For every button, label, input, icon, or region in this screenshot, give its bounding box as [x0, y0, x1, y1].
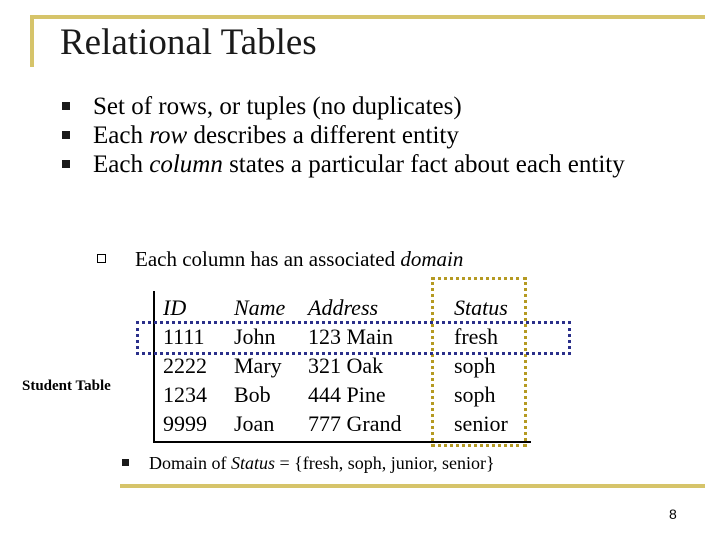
column-header: ID — [163, 294, 187, 320]
bullet-text: Each — [93, 151, 150, 178]
bullet-text: states a particular fact about each entity — [222, 151, 625, 178]
domain-note — [122, 451, 495, 475]
table-cell: soph — [454, 352, 496, 378]
table-cell: soph — [454, 381, 496, 407]
sub-bullet-text: Each column has an associated — [135, 247, 401, 271]
bullet-item — [62, 150, 702, 179]
column-header: Name — [234, 294, 286, 320]
slide-title: Relational Tables — [60, 22, 317, 63]
domain-note-emphasis: Status — [230, 453, 275, 473]
square-bullet-icon — [122, 459, 129, 466]
hollow-square-bullet-icon — [97, 254, 106, 263]
bullet-item — [62, 121, 702, 150]
table-cell: 321 Oak — [308, 352, 384, 378]
table-cell: 2222 — [163, 352, 207, 378]
page-number: 8 — [669, 506, 677, 522]
table-label: Student Table — [22, 378, 111, 394]
table-cell: Bob — [234, 381, 271, 407]
bullet-emphasis: column — [149, 151, 223, 178]
table-cell: 123 Main — [308, 323, 393, 349]
bullet-item — [62, 92, 702, 121]
bullet-text: Each — [93, 122, 150, 149]
domain-note-text: = {fresh, soph, junior, senior} — [275, 453, 495, 473]
sub-bullet-emphasis: domain — [400, 247, 464, 271]
sub-bullet — [97, 246, 463, 272]
square-bullet-icon — [62, 131, 70, 139]
table-cell: 444 Pine — [308, 381, 386, 407]
table-cell: 1234 — [163, 381, 207, 407]
column-header: Status — [454, 294, 508, 320]
table-cell: fresh — [454, 323, 498, 349]
square-bullet-icon — [62, 160, 70, 168]
table-cell: Mary — [234, 352, 282, 378]
table-cell: 1111 — [163, 323, 205, 349]
table-cell: 777 Grand — [308, 410, 402, 436]
bullet-emphasis: row — [149, 122, 188, 149]
bottom-rule — [120, 484, 705, 488]
bullet-list — [62, 92, 702, 179]
bullet-text: describes a different entity — [187, 122, 459, 149]
table-cell: John — [234, 323, 276, 349]
table-cell: senior — [454, 410, 508, 436]
table-cell: Joan — [234, 410, 275, 436]
status-column-highlight — [431, 277, 527, 447]
square-bullet-icon — [62, 102, 70, 110]
bullet-text: Set of rows, or tuples (no duplicates) — [93, 93, 462, 120]
first-row-highlight — [136, 321, 571, 355]
left-rule — [30, 15, 34, 67]
top-rule — [30, 15, 705, 19]
column-header: Address — [308, 294, 379, 320]
domain-note-text: Domain of — [149, 453, 231, 473]
table-cell: 9999 — [163, 410, 207, 436]
